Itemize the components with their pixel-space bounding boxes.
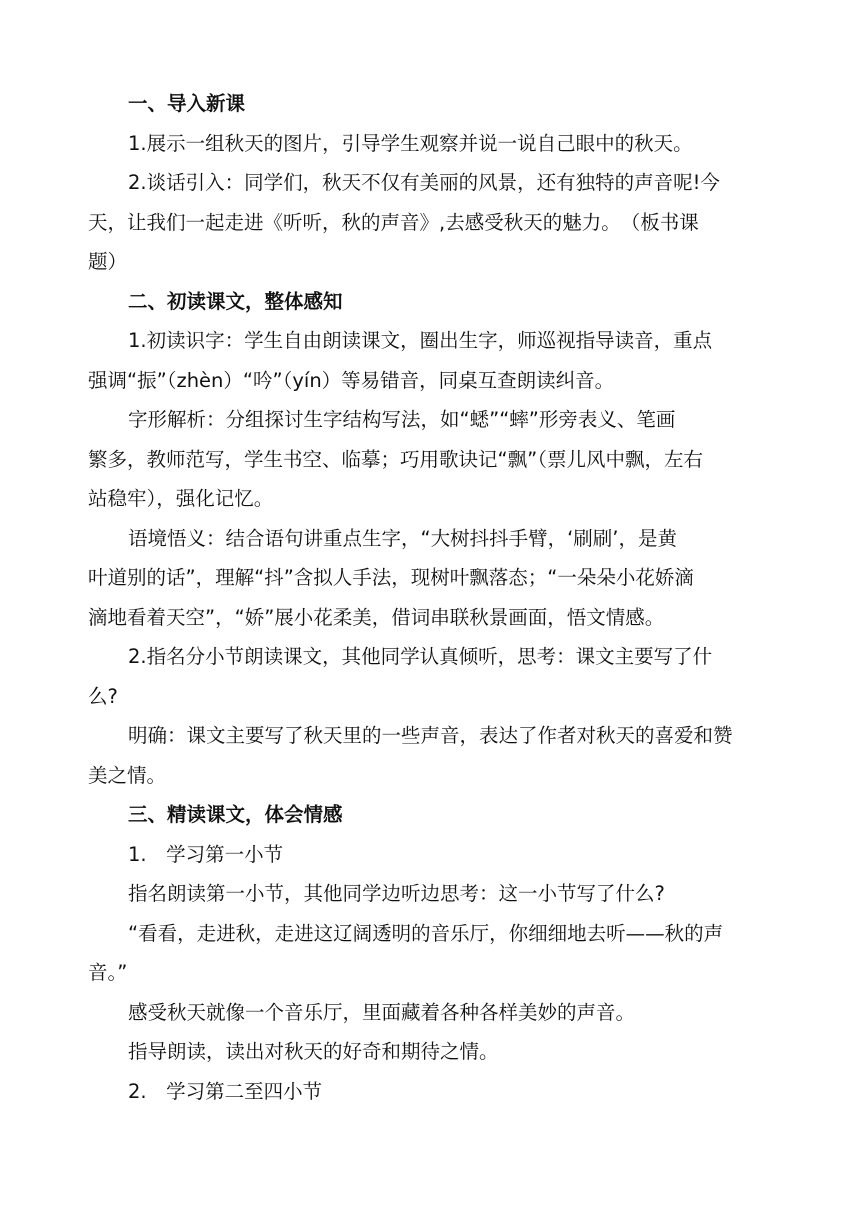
- paragraph-line: 2.指名分小节朗读课文，其他同学认真倾听，思考：课文主要写了什: [128, 645, 713, 668]
- paragraph-line: 1.初读识字：学生自由朗读课文，圈出生字，师巡视指导读音，重点: [128, 329, 713, 352]
- subsection-heading: 1. 学习第一小节: [128, 842, 284, 866]
- paragraph-line: 指导朗读，读出对秋天的好奇和期待之情。: [128, 1040, 499, 1063]
- paragraph-line: 美之情。: [88, 763, 167, 787]
- paragraph-line: 天，让我们一起走进《听听，秋的声音》,去感受秋天的魅力。 （板书课: [88, 210, 699, 234]
- section-heading-1: 一、导入新课: [128, 92, 246, 115]
- paragraph-line: 感受秋天就像一个音乐厅，里面藏着各种各样美妙的声音。: [128, 1000, 636, 1024]
- paragraph-line: 字形解析：分组探讨生字结构写法，如“蟋”“蟀”形旁表义、笔画: [128, 408, 676, 431]
- paragraph-line: 明确：课文主要写了秋天里的一些声音，表达了作者对秋天的喜爱和赞: [128, 724, 733, 747]
- paragraph-line: 指名朗读第一小节，其他同学边听边思考：这一小节写了什么?: [128, 882, 665, 905]
- paragraph-line: 强调“振”（zhèn）“吟”（yín）等易错音，同桌互查朗读纠音。: [88, 368, 615, 392]
- paragraph-line: 2.谈话引入：同学们，秋天不仅有美丽的风景，还有独特的声音呢!今: [128, 171, 720, 194]
- section-heading-2: 二、初读课文，整体感知: [128, 289, 343, 313]
- section-heading-3: 三、精读课文，体会情感: [128, 803, 343, 826]
- paragraph-line: 叶道别的话”，理解“抖”含拟人手法，现树叶飘落态；“一朵朵小花娇滴: [88, 566, 694, 589]
- paragraph-line: 站稳牢），强化记忆。: [88, 487, 274, 510]
- document-page: [88, 84, 774, 1111]
- quote-line: “看看，走进秋，走进这辽阔透明的音乐厅，你细细地去听——秋的声: [128, 921, 724, 945]
- paragraph-line: 1.展示一组秋天的图片，引导学生观察并说一说自己眼中的秋天。: [128, 131, 693, 155]
- paragraph-line: 滴地看着天空”，“娇”展小花柔美，借词串联秋景画面，悟文情感。: [88, 605, 665, 629]
- subsection-heading: 2. 学习第二至四小节: [128, 1079, 323, 1103]
- paragraph-line: 繁多，教师范写，学生书空、临摹；巧用歌诀记“飘”（票儿风中飘，左右: [88, 447, 703, 471]
- paragraph-line: 题）: [88, 250, 128, 273]
- quote-line: 音。”: [88, 961, 128, 984]
- paragraph-line: 语境悟义：结合语句讲重点生字，“大树抖抖手臂，‘刷刷’，是黄: [128, 526, 677, 550]
- paragraph-line: 么?: [88, 684, 118, 708]
